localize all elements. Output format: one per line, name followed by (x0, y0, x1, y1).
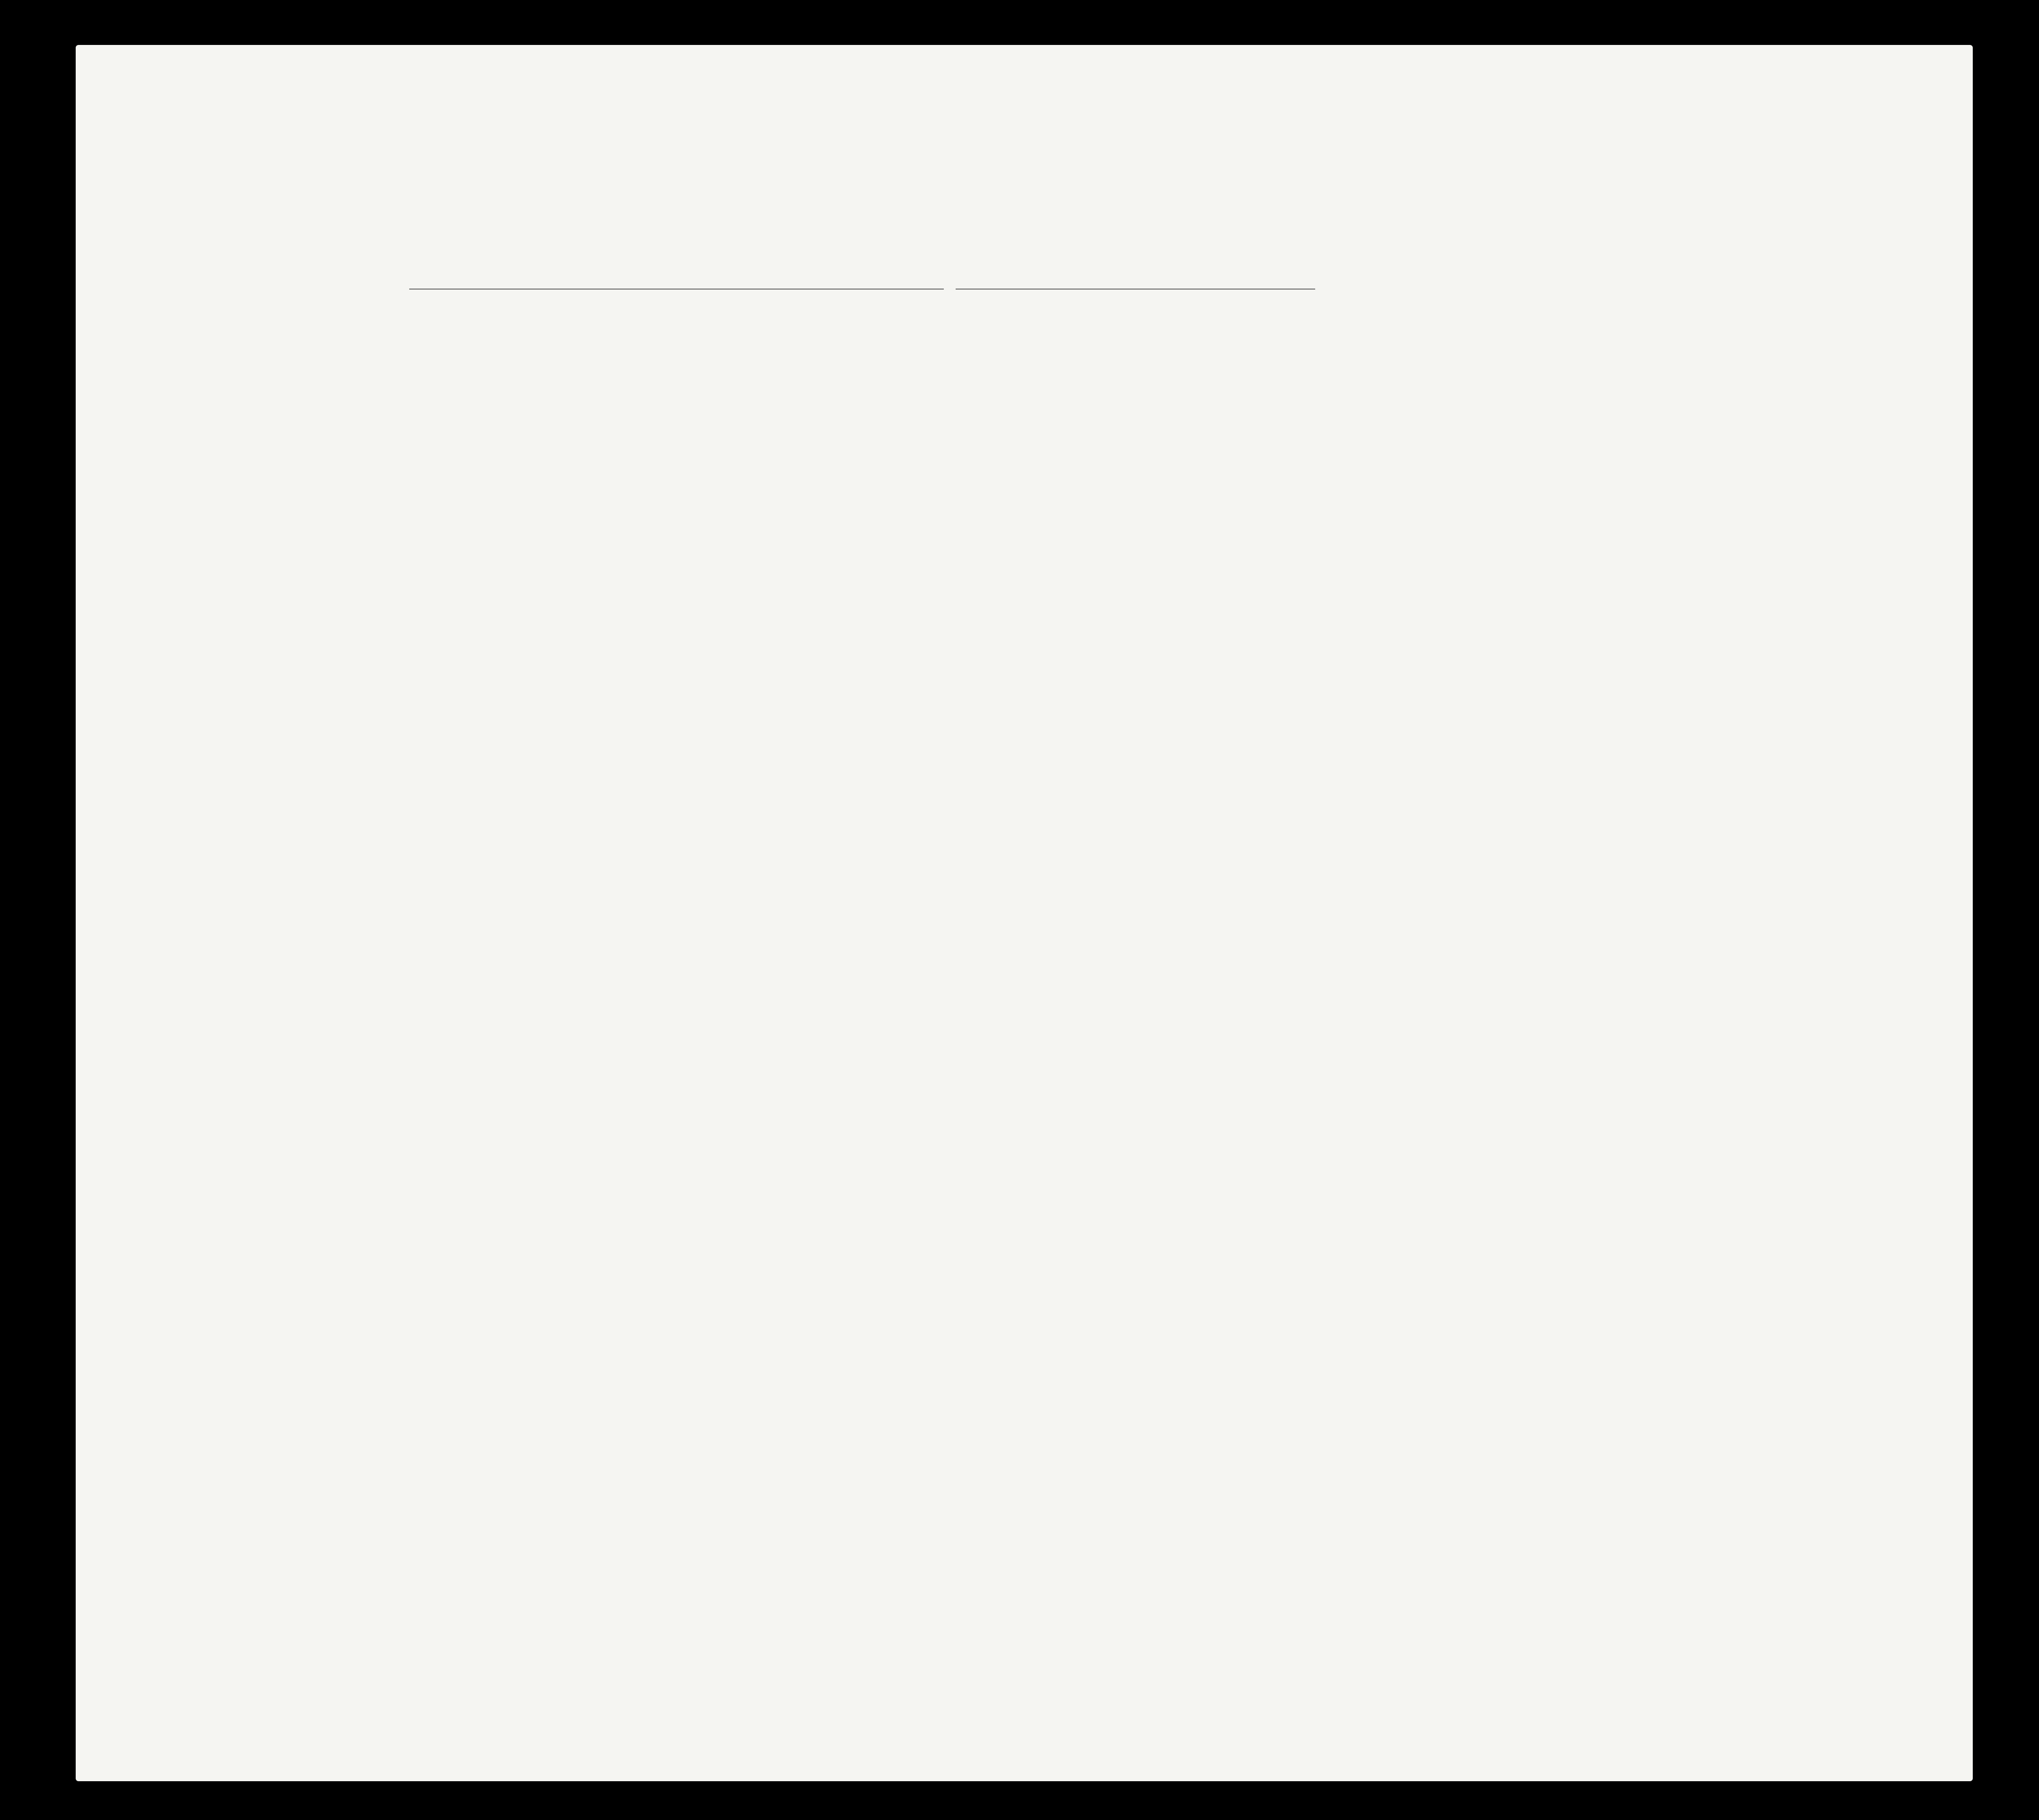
date-underline (956, 289, 1315, 290)
arriving-underline (409, 289, 944, 290)
punch-hole (28, 246, 55, 273)
manifest-sheet (76, 45, 1973, 1781)
